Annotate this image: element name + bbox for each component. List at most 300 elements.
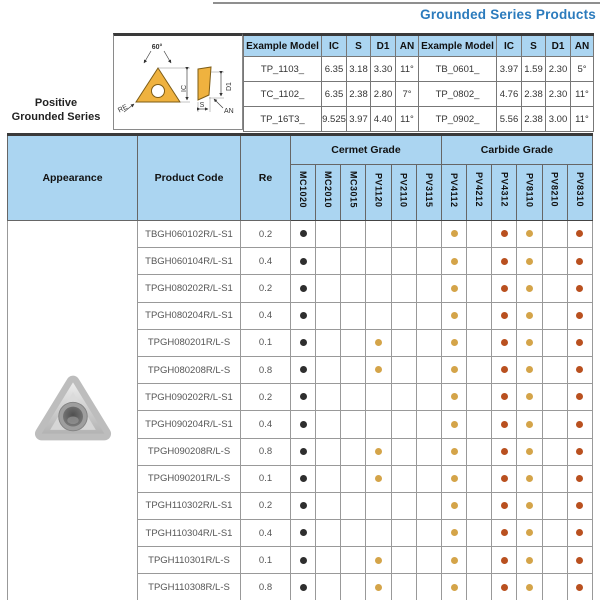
grade-availability-cell (467, 465, 492, 492)
grade-availability-cell (542, 384, 567, 411)
grade-availability-cell (316, 492, 341, 519)
grade-column-pv1120 (366, 165, 391, 221)
gold-dot-icon (451, 312, 458, 319)
grade-availability-cell (492, 465, 517, 492)
grade-column-label: PV4112 (449, 172, 460, 208)
product-code-cell: TPGH090201R/L-S (138, 465, 241, 492)
grade-column-pv8110 (517, 165, 542, 221)
grade-availability-cell (567, 574, 592, 600)
grade-availability-cell (492, 384, 517, 411)
re-label: RE (117, 103, 129, 115)
grade-availability-cell (467, 411, 492, 438)
gold-dot-icon (526, 366, 533, 373)
grade-availability-cell (567, 302, 592, 329)
grade-availability-cell (416, 221, 441, 248)
grade-availability-cell (416, 574, 441, 600)
grade-availability-cell (567, 438, 592, 465)
grade-availability-cell (517, 302, 542, 329)
grade-availability-cell (492, 520, 517, 547)
grade-availability-cell (366, 574, 391, 600)
grade-availability-cell (492, 574, 517, 600)
re-value-cell: 0.4 (241, 302, 291, 329)
grade-availability-cell (467, 438, 492, 465)
grade-availability-cell (517, 384, 542, 411)
insert-photo-hole-highlight (67, 417, 78, 425)
grade-availability-cell (391, 329, 416, 356)
grade-availability-cell (316, 248, 341, 275)
grade-availability-cell (316, 275, 341, 302)
gold-dot-icon (451, 421, 458, 428)
grade-availability-cell (341, 275, 366, 302)
grade-column-label: PV3115 (423, 172, 434, 208)
gold-dot-icon (451, 584, 458, 591)
grade-availability-cell (542, 438, 567, 465)
grade-availability-cell (341, 329, 366, 356)
series-label-line2: Grounded Series (11, 111, 101, 124)
insert-hole (152, 85, 165, 98)
spec-value-cell: 5.56 (497, 107, 522, 132)
grade-availability-cell (366, 492, 391, 519)
grade-availability-cell (416, 248, 441, 275)
grade-availability-cell (567, 547, 592, 574)
grade-availability-cell (341, 248, 366, 275)
gold-dot-icon (451, 230, 458, 237)
grade-availability-cell (391, 221, 416, 248)
grade-availability-cell (391, 438, 416, 465)
spec-value-cell: 5° (571, 57, 594, 82)
grade-availability-cell (291, 248, 316, 275)
red-dot-icon (501, 529, 508, 536)
grade-availability-cell (567, 248, 592, 275)
spec-value-cell: 6.35 (322, 82, 347, 107)
grade-availability-cell (341, 465, 366, 492)
grade-availability-cell (366, 248, 391, 275)
grade-availability-cell (441, 574, 466, 600)
gold-dot-icon (451, 339, 458, 346)
grade-availability-cell (316, 465, 341, 492)
grade-availability-cell (567, 329, 592, 356)
grade-availability-cell (416, 492, 441, 519)
grade-availability-cell (542, 465, 567, 492)
black-dot-icon (300, 448, 307, 455)
product-grade-table (7, 133, 593, 600)
table-row (8, 221, 593, 248)
red-dot-icon (576, 502, 583, 509)
spec-value-cell: 2.30 (546, 82, 571, 107)
grade-availability-cell (341, 302, 366, 329)
spec-value-cell: 3.00 (546, 107, 571, 132)
grade-availability-cell (341, 356, 366, 383)
grade-availability-cell (391, 574, 416, 600)
red-dot-icon (501, 584, 508, 591)
grade-availability-cell (492, 275, 517, 302)
red-dot-icon (576, 230, 583, 237)
black-dot-icon (300, 475, 307, 482)
appearance-header: Appearance (8, 135, 138, 221)
spec-table-header-row (244, 35, 594, 57)
grade-availability-cell (567, 221, 592, 248)
spec-value-cell: 3.97 (347, 107, 371, 132)
spec-value-cell: 11° (571, 82, 594, 107)
grade-availability-cell (542, 411, 567, 438)
gold-dot-icon (375, 366, 382, 373)
red-dot-icon (576, 393, 583, 400)
grade-column-mc1020 (291, 165, 316, 221)
grade-availability-cell (316, 221, 341, 248)
black-dot-icon (300, 584, 307, 591)
spec-column-header: D1 (371, 35, 396, 57)
spec-value-cell: 7° (396, 82, 419, 107)
re-value-cell: 0.4 (241, 520, 291, 547)
red-dot-icon (501, 475, 508, 482)
red-dot-icon (576, 584, 583, 591)
product-code-header: Product Code (138, 135, 241, 221)
grade-column-pv4212 (467, 165, 492, 221)
grade-availability-cell (366, 302, 391, 329)
grade-availability-cell (567, 492, 592, 519)
grade-availability-cell (366, 520, 391, 547)
grade-availability-cell (542, 356, 567, 383)
red-dot-icon (576, 529, 583, 536)
grade-availability-cell (291, 547, 316, 574)
grade-availability-cell (517, 356, 542, 383)
grade-availability-cell (441, 438, 466, 465)
grade-availability-cell (416, 302, 441, 329)
grade-availability-cell (492, 248, 517, 275)
spec-value-cell: 11° (571, 107, 594, 132)
grade-availability-cell (291, 329, 316, 356)
re-value-cell: 0.1 (241, 329, 291, 356)
red-dot-icon (576, 557, 583, 564)
spec-value-cell: 2.38 (522, 107, 546, 132)
spec-table-row (244, 107, 594, 132)
top-rule-line (213, 2, 600, 4)
grade-availability-cell (391, 356, 416, 383)
spec-column-header: AN (571, 35, 594, 57)
grade-column-label: MC2010 (323, 171, 334, 209)
grade-availability-cell (366, 411, 391, 438)
example-model-cell: TP_1103_ (244, 57, 322, 82)
grade-availability-cell (316, 384, 341, 411)
black-dot-icon (300, 502, 307, 509)
grade-availability-cell (467, 221, 492, 248)
grade-column-label: MC3015 (348, 171, 359, 209)
grade-availability-cell (441, 329, 466, 356)
grade-availability-cell (542, 574, 567, 600)
insert-photo (29, 369, 117, 447)
grade-availability-cell (391, 411, 416, 438)
spec-value-cell: 11° (396, 107, 419, 132)
red-dot-icon (576, 421, 583, 428)
product-code-cell: TPGH110302R/L-S1 (138, 492, 241, 519)
grade-availability-cell (542, 248, 567, 275)
re-value-cell: 0.2 (241, 275, 291, 302)
grade-availability-cell (366, 221, 391, 248)
gold-dot-icon (451, 448, 458, 455)
grade-availability-cell (416, 520, 441, 547)
s-label: S (199, 102, 205, 109)
grade-availability-cell (341, 438, 366, 465)
re-value-cell: 0.1 (241, 547, 291, 574)
grade-availability-cell (467, 547, 492, 574)
grade-availability-cell (316, 520, 341, 547)
product-code-cell: TPGH080202R/L-S1 (138, 275, 241, 302)
grade-availability-cell (316, 547, 341, 574)
grade-availability-cell (567, 275, 592, 302)
product-code-cell: TPGH090204R/L-S1 (138, 411, 241, 438)
grade-availability-cell (341, 547, 366, 574)
black-dot-icon (300, 258, 307, 265)
grade-availability-cell (441, 492, 466, 519)
re-value-cell: 0.8 (241, 438, 291, 465)
red-dot-icon (576, 366, 583, 373)
gold-dot-icon (526, 285, 533, 292)
grade-availability-cell (517, 275, 542, 302)
grade-availability-cell (366, 275, 391, 302)
grade-availability-cell (542, 329, 567, 356)
grade-availability-cell (391, 547, 416, 574)
red-dot-icon (501, 502, 508, 509)
grade-availability-cell (316, 574, 341, 600)
grade-availability-cell (341, 492, 366, 519)
grade-column-pv3115 (416, 165, 441, 221)
gold-dot-icon (451, 285, 458, 292)
grade-availability-cell (391, 302, 416, 329)
grade-availability-cell (542, 302, 567, 329)
gold-dot-icon (526, 258, 533, 265)
grade-availability-cell (517, 329, 542, 356)
grade-availability-cell (492, 492, 517, 519)
grade-availability-cell (391, 275, 416, 302)
grade-availability-cell (441, 221, 466, 248)
grade-column-label: PV4212 (474, 172, 485, 208)
grade-availability-cell (492, 438, 517, 465)
grade-availability-cell (517, 574, 542, 600)
d1-label: D1 (226, 82, 233, 91)
grade-availability-cell (441, 465, 466, 492)
grade-availability-cell (492, 302, 517, 329)
grade-availability-cell (341, 384, 366, 411)
spec-column-header: Example Model (244, 35, 322, 57)
red-dot-icon (501, 393, 508, 400)
grade-availability-cell (441, 411, 466, 438)
example-model-cell: TP_16T3_ (244, 107, 322, 132)
grade-column-pv8210 (542, 165, 567, 221)
header-row-groups (8, 135, 593, 165)
grade-availability-cell (467, 356, 492, 383)
red-dot-icon (501, 230, 508, 237)
example-model-cell: TP_0802_ (419, 82, 497, 107)
grade-availability-cell (492, 547, 517, 574)
appearance-cell (8, 221, 138, 600)
product-code-cell: TPGH110304R/L-S1 (138, 520, 241, 547)
gold-dot-icon (526, 339, 533, 346)
gold-dot-icon (526, 584, 533, 591)
product-code-cell: TPGH110308R/L-S (138, 574, 241, 600)
grade-availability-cell (517, 547, 542, 574)
product-code-cell: TPGH080208R/L-S (138, 356, 241, 383)
grade-availability-cell (467, 248, 492, 275)
black-dot-icon (300, 557, 307, 564)
product-code-cell: TPGH090208R/L-S (138, 438, 241, 465)
spec-value-cell: 2.38 (522, 82, 546, 107)
grade-availability-cell (391, 520, 416, 547)
grade-availability-cell (416, 275, 441, 302)
grade-column-mc2010 (316, 165, 341, 221)
grade-availability-cell (391, 465, 416, 492)
grade-availability-cell (517, 221, 542, 248)
grade-availability-cell (467, 520, 492, 547)
grade-availability-cell (416, 356, 441, 383)
spec-value-cell: 3.97 (497, 57, 522, 82)
product-code-cell: TPGH110301R/L-S (138, 547, 241, 574)
grade-availability-cell (467, 275, 492, 302)
grade-availability-cell (366, 356, 391, 383)
gold-dot-icon (375, 475, 382, 482)
black-dot-icon (300, 393, 307, 400)
gold-dot-icon (526, 448, 533, 455)
example-model-cell: TB_0601_ (419, 57, 497, 82)
re-value-cell: 0.2 (241, 384, 291, 411)
black-dot-icon (300, 285, 307, 292)
gold-dot-icon (375, 448, 382, 455)
red-dot-icon (501, 557, 508, 564)
carbide-grade-group-header: Carbide Grade (441, 135, 592, 165)
grade-availability-cell (517, 520, 542, 547)
gold-dot-icon (526, 529, 533, 536)
angle-label: 60° (151, 44, 163, 51)
black-dot-icon (300, 339, 307, 346)
spec-column-header: IC (322, 35, 347, 57)
black-dot-icon (300, 312, 307, 319)
re-header: Re (241, 135, 291, 221)
series-label-line1: Positive (34, 97, 78, 109)
gold-dot-icon (451, 529, 458, 536)
grade-availability-cell (467, 302, 492, 329)
grade-column-label: PV4312 (499, 172, 510, 208)
grade-availability-cell (467, 329, 492, 356)
grade-column-label: PV1120 (373, 172, 384, 208)
grade-availability-cell (316, 356, 341, 383)
spec-column-header: S (347, 35, 371, 57)
grade-availability-cell (567, 465, 592, 492)
grade-availability-cell (366, 547, 391, 574)
black-dot-icon (300, 230, 307, 237)
grade-availability-cell (366, 465, 391, 492)
gold-dot-icon (451, 258, 458, 265)
red-dot-icon (501, 366, 508, 373)
grade-availability-cell (441, 384, 466, 411)
grade-availability-cell (416, 411, 441, 438)
re-value-cell: 0.8 (241, 574, 291, 600)
spec-column-header: Example Model (419, 35, 497, 57)
grade-availability-cell (391, 492, 416, 519)
gold-dot-icon (526, 312, 533, 319)
dimension-drawing-icon (114, 36, 242, 129)
grade-availability-cell (416, 329, 441, 356)
red-dot-icon (501, 285, 508, 292)
example-model-spec-table (243, 33, 594, 132)
grade-availability-cell (567, 411, 592, 438)
grade-availability-cell (492, 356, 517, 383)
grade-availability-cell (316, 411, 341, 438)
grade-availability-cell (316, 302, 341, 329)
re-value-cell: 0.8 (241, 356, 291, 383)
grade-column-pv4112 (441, 165, 466, 221)
gold-dot-icon (526, 502, 533, 509)
spec-column-header: IC (497, 35, 522, 57)
spec-column-header: D1 (546, 35, 571, 57)
grade-availability-cell (416, 384, 441, 411)
gold-dot-icon (526, 557, 533, 564)
spec-value-cell: 6.35 (322, 57, 347, 82)
spec-column-header: S (522, 35, 546, 57)
grade-column-label: PV8210 (549, 172, 560, 208)
grade-availability-cell (542, 520, 567, 547)
grade-availability-cell (291, 221, 316, 248)
red-dot-icon (576, 475, 583, 482)
gold-dot-icon (375, 584, 382, 591)
grade-availability-cell (291, 275, 316, 302)
grade-column-label: PV8310 (574, 172, 585, 208)
grade-availability-cell (416, 438, 441, 465)
black-dot-icon (300, 529, 307, 536)
spec-value-cell: 2.80 (371, 82, 396, 107)
grade-availability-cell (291, 384, 316, 411)
grade-availability-cell (341, 411, 366, 438)
grade-availability-cell (542, 547, 567, 574)
grade-availability-cell (366, 384, 391, 411)
red-dot-icon (576, 448, 583, 455)
grade-availability-cell (492, 411, 517, 438)
spec-value-cell: 9.525 (322, 107, 347, 132)
grade-availability-cell (517, 438, 542, 465)
red-dot-icon (576, 285, 583, 292)
grade-column-label: PV8110 (524, 172, 535, 208)
grade-availability-cell (567, 384, 592, 411)
grade-availability-cell (291, 492, 316, 519)
grade-availability-cell (441, 302, 466, 329)
grade-availability-cell (391, 384, 416, 411)
grade-column-label: MC1020 (298, 171, 309, 209)
grade-availability-cell (291, 411, 316, 438)
re-value-cell: 0.4 (241, 411, 291, 438)
grade-availability-cell (467, 574, 492, 600)
spec-table-row (244, 57, 594, 82)
grade-availability-cell (467, 492, 492, 519)
product-code-cell: TPGH090202R/L-S1 (138, 384, 241, 411)
grade-availability-cell (366, 438, 391, 465)
ic-label: IC (181, 85, 188, 92)
grade-availability-cell (517, 411, 542, 438)
re-value-cell: 0.1 (241, 465, 291, 492)
grade-availability-cell (416, 547, 441, 574)
grade-availability-cell (441, 356, 466, 383)
an-label: AN (224, 108, 234, 115)
spec-value-cell: 3.30 (371, 57, 396, 82)
spec-value-cell: 3.18 (347, 57, 371, 82)
gold-dot-icon (375, 339, 382, 346)
grade-column-mc3015 (341, 165, 366, 221)
example-model-cell: TC_1102_ (244, 82, 322, 107)
grade-availability-cell (517, 248, 542, 275)
grade-availability-cell (542, 275, 567, 302)
gold-dot-icon (451, 475, 458, 482)
grade-availability-cell (316, 329, 341, 356)
red-dot-icon (501, 339, 508, 346)
gold-dot-icon (451, 393, 458, 400)
red-dot-icon (576, 339, 583, 346)
